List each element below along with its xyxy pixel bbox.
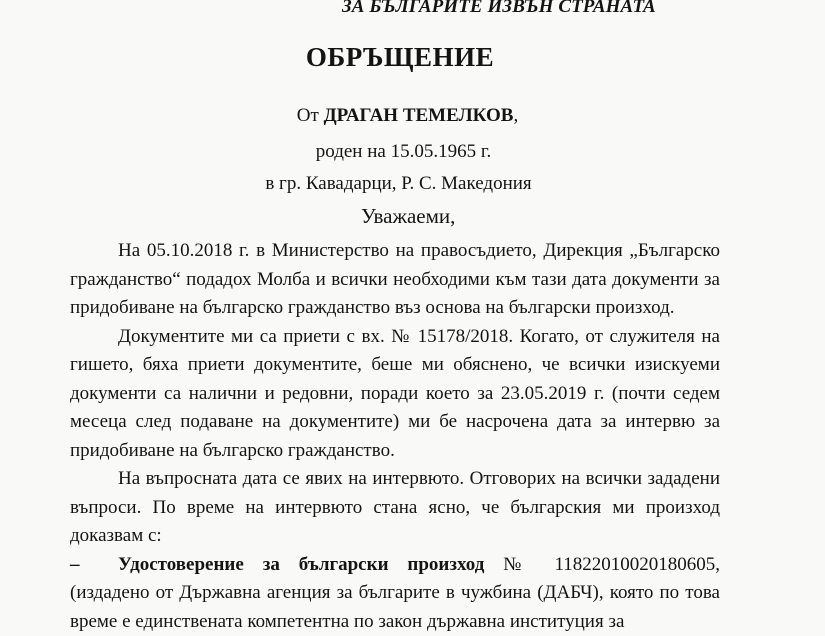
sender-name: ДРАГАН ТЕМЕЛКОВ	[323, 105, 514, 126]
from-prefix: От	[296, 105, 324, 126]
agency-heading: ЗА БЪЛГАРИТЕ ИЗВЪН СТРАНАТА	[342, 0, 656, 17]
letter-body	[70, 237, 720, 636]
paragraph: На 05.10.2018 г. в Министерство на правосъдието, Дирекция „Българско гражданство“ подадох Молба и всички необходими към тази дата документи за придобиване на българско гражданство въз основа на български произход.	[70, 240, 720, 318]
document-title: ОБРЪЩЕНИЕ	[305, 42, 495, 72]
bullet-continuation: (издадено от Държавна агенция за българите в чужбина (ДАБЧ), която по това време е единствената компетентна по закон държавна институция за	[70, 582, 720, 632]
sender-name-suffix: ,	[513, 105, 519, 126]
sender-line	[0, 105, 825, 127]
bullet-bold-text: Удостоверение за български произход	[118, 553, 485, 575]
bullet-dash: –	[70, 553, 80, 575]
birth-place-line	[0, 173, 825, 195]
paragraph: Документите ми са приети с вх. № 15178/2018. Когато, от служителя на гишето, бяха приети документите, беше ми обяснено, че всички изискуеми документи са налични и редовни, поради което за 23.05.2019 г. (почти седем месеца след подаване на документите) ми бе насрочена дата за интервю за придобиване на българско гражданство.	[70, 325, 720, 461]
paragraph: На въпросната дата се явих на интервюто. Отговорих на всички зададени въпроси. По време на интервюто стана ясно, че българския ми произход доказвам с:	[70, 468, 720, 546]
greeting: Уважаеми,	[361, 204, 456, 228]
birth-date: роден на 15.05.1965 г.	[315, 141, 492, 162]
birth-date-line	[0, 141, 825, 163]
bullet-number: № 11822010020180605,	[484, 553, 720, 575]
birth-place: в гр. Кавадарци, Р. С. Македония	[265, 173, 532, 194]
